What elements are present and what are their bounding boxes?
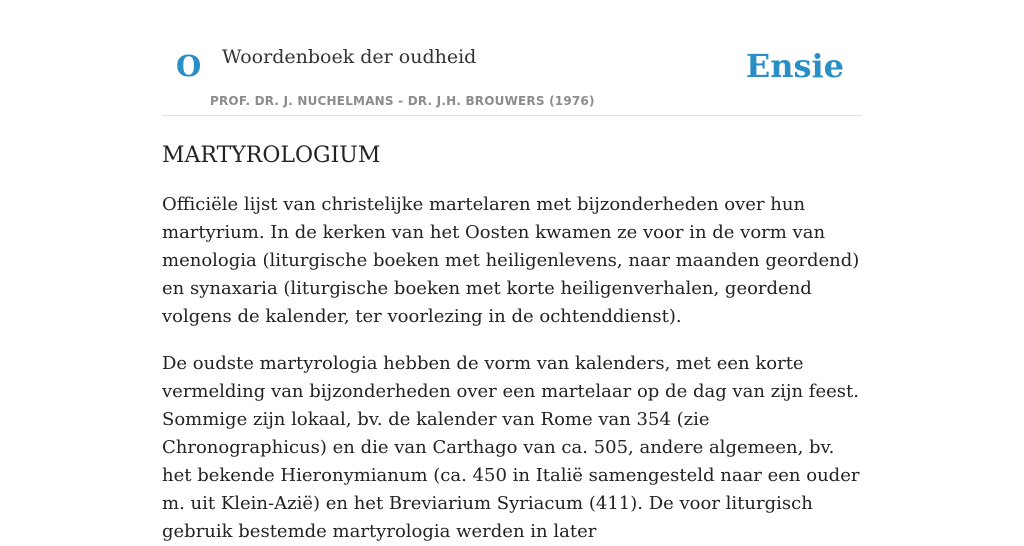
page-container <box>162 0 862 546</box>
entry-paragraph: Officiële lijst van christelijke martelaren met bijzonderheden over hun martyrium. In de kerken van het Oosten kwamen ze voor in de vorm van menologia (liturgische boeken met heiligenlevens, naar maanden geordend) en synaxaria (liturgische boeken met korte heiligenverhalen, geordend volgens de kalender, ter voorlezing in de ochtenddienst). <box>162 194 860 328</box>
page-header <box>162 0 862 116</box>
entry-title: MARTYROLOGIUM <box>162 143 381 168</box>
book-authors: PROF. DR. J. NUCHELMANS - DR. J.H. BROUWERS (1976) <box>210 94 595 108</box>
index-letter[interactable]: O <box>176 49 202 83</box>
entry-paragraph: De oudste martyrologia hebben de vorm van kalenders, met een korte vermelding van bijzonderheden over een martelaar op de dag van zijn feest. Sommige zijn lokaal, bv. de kalender van Rome van 354 (zie Chronographicus) en die van Carthago van ca. 505, andere algemeen, bv. het bekende Hieronymianum (ca. 450 in Italië samengesteld naar een ouder m. uit Klein-Azië) en het Breviarium Syriacum (411). De voor liturgisch gebruik bestemde martyrologia werden in later <box>162 353 860 543</box>
book-title[interactable]: Woordenboek der oudheid <box>222 46 477 68</box>
brand-logo[interactable]: Ensie <box>745 47 844 85</box>
